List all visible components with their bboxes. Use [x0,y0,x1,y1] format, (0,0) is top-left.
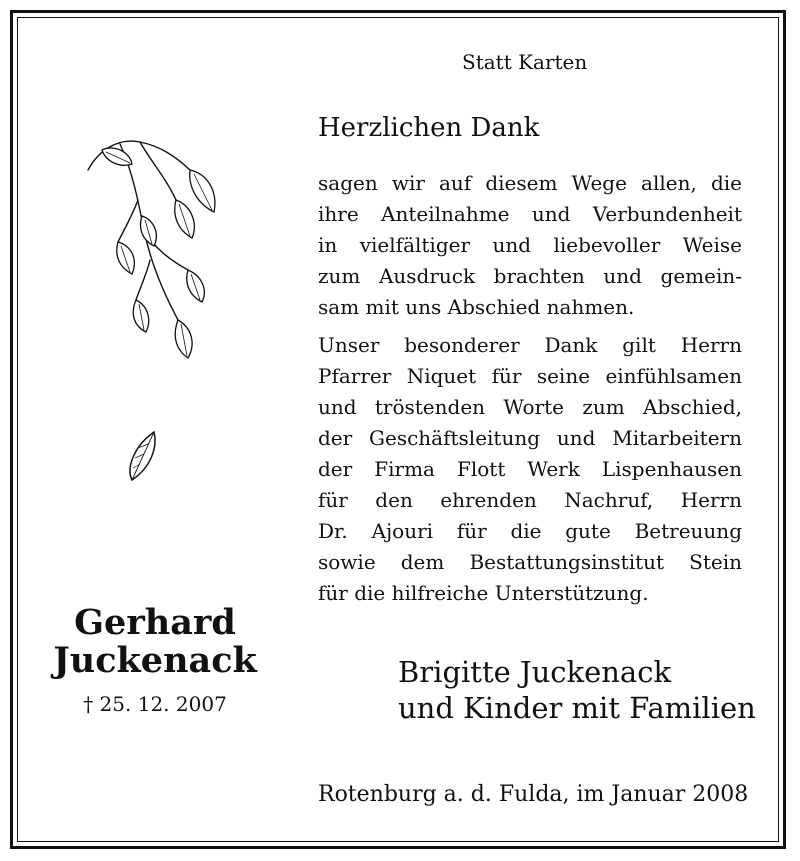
paragraph-line: der Geschäftsleitung und Mitarbeitern [318,426,742,450]
paragraph-line: Dr. Ajouri für die gute Betreuung [318,519,742,543]
paragraph-line: für den ehrenden Nachruf, Herrn [318,488,742,512]
deceased-last-name: Juckenack [53,640,257,681]
paragraph-line: Unser besonderer Dank gilt Herrn [318,333,742,357]
deceased-block [40,604,270,716]
signature-line-2: und Kinder mit Familien [398,691,756,725]
falling-leaf-icon [124,428,164,488]
paragraph-line: ihre Anteilnahme und Verbundenheit [318,202,742,226]
signature-block [398,654,756,726]
thanks-paragraph-2 [318,330,742,609]
paragraph-line: Pfarrer Niquet für seine einfühlsamen [318,364,742,388]
death-date: † 25. 12. 2007 [83,692,227,716]
paragraph-line: sam mit uns Abschied nahmen. [318,295,635,319]
paragraph-line: zum Ausdruck brachten und gemein- [318,264,742,288]
paragraph-line: in vielfältiger und liebevoller Weise [318,233,742,257]
paragraph-line: sowie dem Bestattungsinstitut Stein [318,550,742,574]
header-statt-karten: Statt Karten [462,50,588,74]
birch-branch-icon [80,130,230,370]
place-and-date: Rotenburg a. d. Fulda, im Januar 2008 [318,782,749,807]
signature-line-1: Brigitte Juckenack [398,655,672,689]
deceased-first-name: Gerhard [74,602,236,643]
paragraph-line: sagen wir auf diesem Wege allen, die [318,171,742,195]
paragraph-line: der Firma Flott Werk Lispenhausen [318,457,742,481]
paragraph-line: für die hilfreiche Unterstützung. [318,581,649,605]
notice-title: Herzlichen Dank [318,113,540,143]
paragraph-line: und tröstenden Worte zum Abschied, [318,395,742,419]
thanks-paragraph-1 [318,168,742,323]
